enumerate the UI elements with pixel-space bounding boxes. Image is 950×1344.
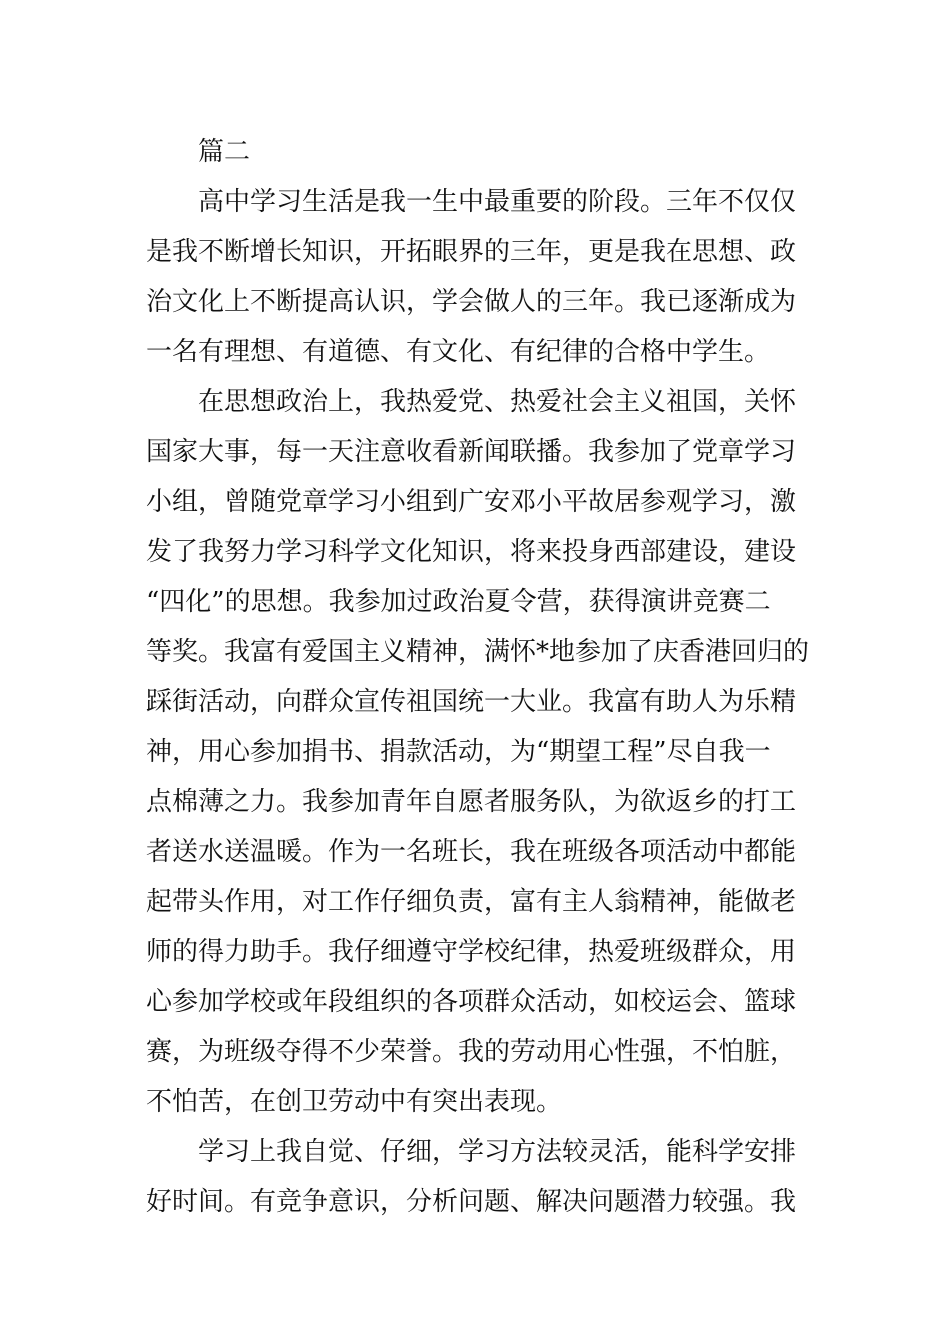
paragraph-1 bbox=[146, 177, 806, 377]
paragraph-line: 在思想政治上，我热爱党、热爱社会主义祖国，关怀 bbox=[198, 387, 797, 417]
paragraph-line: 国家大事，每一天注意收看新闻联播。我参加了党章学习 bbox=[146, 437, 797, 467]
paragraph-line: 者送水送温暖。作为一名班长，我在班级各项活动中都能 bbox=[146, 837, 797, 867]
paragraph-line: 高中学习生活是我一生中最重要的阶段。三年不仅仅 bbox=[198, 187, 797, 217]
paragraph-line: 不怕苦，在创卫劳动中有突出表现。 bbox=[146, 1087, 563, 1117]
paragraph-line: 治文化上不断提高认识，学会做人的三年。我已逐渐成为 bbox=[146, 287, 797, 317]
paragraph-line: 师的得力助手。我仔细遵守学校纪律，热爱班级群众，用 bbox=[146, 937, 797, 967]
paragraph-line: 踩街活动，向群众宣传祖国统一大业。我富有助人为乐精 bbox=[146, 687, 797, 717]
paragraph-line: 小组，曾随党章学习小组到广安邓小平故居参观学习，激 bbox=[146, 487, 797, 517]
paragraph-line: 心参加学校或年段组织的各项群众活动，如校运会、篮球 bbox=[146, 987, 797, 1017]
paragraph-line: 一名有理想、有道德、有文化、有纪律的合格中学生。 bbox=[146, 337, 771, 367]
paragraph-line: 发了我努力学习科学文化知识，将来投身西部建设，建设 bbox=[146, 537, 797, 567]
paragraph-line: 神，用心参加捐书、捐款活动，为“期望工程”尽自我一 bbox=[146, 737, 771, 767]
paragraph-line: 是我不断增长知识，开拓眼界的三年，更是我在思想、政 bbox=[146, 237, 797, 267]
paragraph-line: 赛，为班级夺得不少荣誉。我的劳动用心性强，不怕脏， bbox=[146, 1037, 797, 1067]
paragraph-3 bbox=[146, 1127, 806, 1227]
paragraph-line: 起带头作用，对工作仔细负责，富有主人翁精神，能做老 bbox=[146, 887, 797, 917]
section-heading: 篇二 bbox=[198, 137, 251, 167]
paragraph-line: 等奖。我富有爱国主义精神，满怀*地参加了庆香港回归的 bbox=[146, 637, 810, 667]
paragraph-line: “四化”的思想。我参加过政治夏令营，获得演讲竞赛二 bbox=[146, 587, 771, 617]
paragraph-line: 学习上我自觉、仔细，学习方法较灵活，能科学安排 bbox=[198, 1137, 797, 1167]
paragraph-line: 点棉薄之力。我参加青年自愿者服务队，为欲返乡的打工 bbox=[146, 787, 797, 817]
paragraph-2 bbox=[146, 377, 810, 1127]
paragraph-line: 好时间。有竞争意识，分析问题、解决问题潜力较强。我 bbox=[146, 1187, 797, 1217]
document-body bbox=[146, 127, 810, 1227]
